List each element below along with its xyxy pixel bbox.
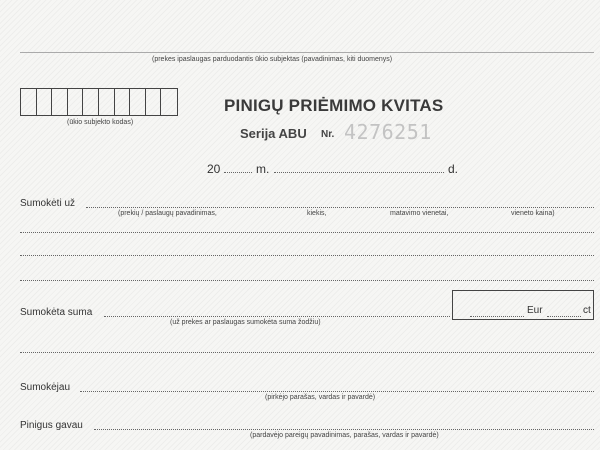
receiver-field[interactable] [94,429,594,430]
company-code-cell[interactable] [37,89,53,115]
pay-for-field[interactable] [86,207,594,208]
payer-caption: (pirkėjo parašas, vardas ir pavardė) [265,394,376,401]
company-code-cell[interactable] [83,89,99,115]
series-label: Serija ABU [240,126,307,141]
pay-for-line-4[interactable] [20,280,594,281]
payer-field[interactable] [80,391,594,392]
amount-label: Sumokėta suma [20,307,93,318]
pay-for-line-2[interactable] [20,232,594,233]
payer-label: Sumokėjau [20,382,71,393]
amount-eur-field[interactable] [470,316,524,317]
receiver-label: Pinigus gavau [20,420,83,431]
pay-for-caption-name: (prekių / paslaugų pavadinimas, [118,210,217,217]
seller-line[interactable] [20,52,594,53]
pay-for-line-3[interactable] [20,255,594,256]
amount-words-field[interactable] [104,316,450,317]
company-code-cell[interactable] [52,89,68,115]
receipt-number: 4276251 [344,120,432,144]
amount-words-line-2[interactable] [20,352,594,353]
date-month-day-field[interactable] [274,172,444,173]
date-year-field[interactable] [224,172,252,173]
company-code-cell[interactable] [146,89,162,115]
date-year-prefix: 20 [207,162,221,176]
date-year-suffix: m. [256,162,270,176]
currency-label: Eur [527,305,543,316]
pay-for-caption-unit: matavimo vienetai, [390,210,449,217]
amount-caption: (už prekes ar paslaugas sumokėta suma žodžiu) [170,319,321,326]
company-code-cell[interactable] [115,89,131,115]
date-day-suffix: d. [448,162,459,176]
amount-cents-field[interactable] [547,316,581,317]
pay-for-caption-qty: kiekis, [307,210,327,217]
pay-for-label: Sumokėti už [20,198,76,209]
cents-label: ct [583,305,591,316]
company-code-cell[interactable] [21,89,37,115]
receiver-caption: (pardavėjo pareigų pavadinimas, parašas, vardas ir pavardė) [250,432,439,439]
company-code-cell[interactable] [161,89,177,115]
company-code-cell[interactable] [68,89,84,115]
number-label: Nr. [321,129,335,140]
seller-caption: (prekes ipaslaugas parduodantis ūkio subjektas (pavadinimas, kiti duomenys) [152,56,393,63]
pay-for-caption-price: vieneto kaina) [511,210,555,217]
company-code-cell[interactable] [130,89,146,115]
company-code-cell[interactable] [99,89,115,115]
company-code-caption: (ūkio subjekto kodas) [67,119,134,126]
company-code-box[interactable] [20,88,178,116]
document-title: PINIGŲ PRIĖMIMO KVITAS [224,96,444,115]
